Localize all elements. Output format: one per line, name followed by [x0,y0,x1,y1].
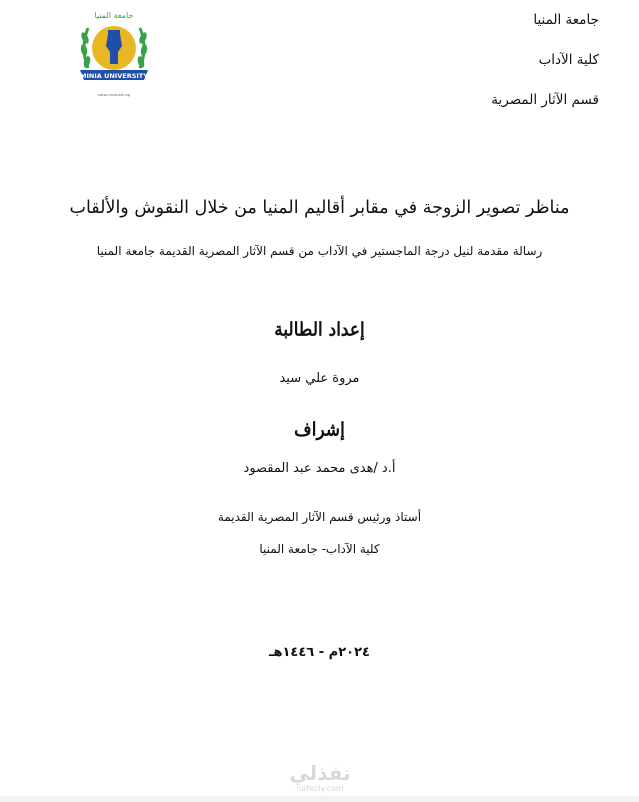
thesis-title: مناظر تصوير الزوجة في مقابر أقاليم المنيا من خلال النقوش والألقاب [69,198,570,218]
faculty-name: كلية الآداب [538,52,599,68]
watermark-arabic: نفذلي [289,761,351,785]
logo-arabic-name: جامعة المنيا [94,11,134,20]
logo-english-name: MINIA UNIVERSITY [80,72,148,80]
student-name: مروة علي سيد [279,371,360,386]
prepared-by-label: إعداد الطالبة [274,319,365,341]
minia-university-logo [74,8,154,100]
supervision-label: إشراف [294,419,345,441]
supervisor-name: أ.د /هدى محمد عبد المقصود [243,461,396,476]
university-name: جامعة المنيا [533,12,599,28]
thesis-date: ٢٠٢٤م - ١٤٤٦هـ [269,645,370,660]
supervisor-affiliation: كلية الآداب- جامعة المنيا [259,542,380,556]
watermark [270,762,370,794]
department-name: قسم الآثار المصرية [491,92,599,108]
bottom-edge [0,796,639,802]
watermark-english: nafezly.com [296,784,344,793]
supervisor-position: أستاذ ورئيس قسم الآثار المصرية القديمة [217,510,422,524]
thesis-subtitle: رسالة مقدمة لنيل درجة الماجستير في الآداب من قسم الآثار المصرية القديمة جامعة المنيا [96,244,543,258]
logo-website: www.minia.edu.eg [97,93,131,97]
